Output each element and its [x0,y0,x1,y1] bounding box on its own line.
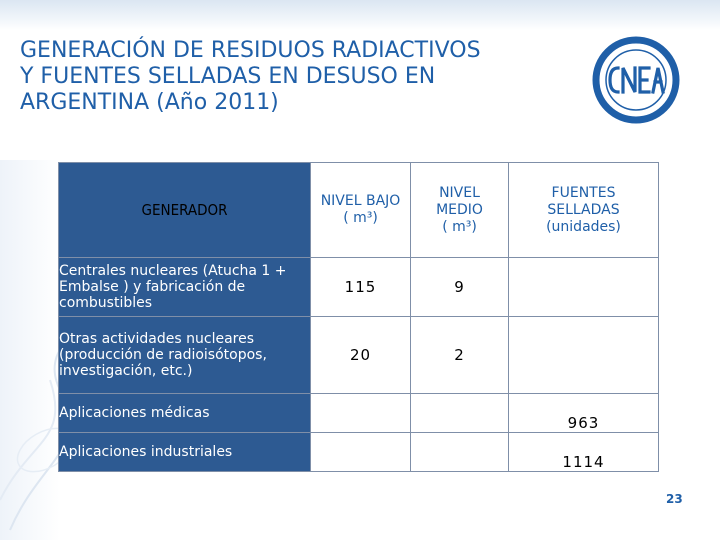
title-line-1: GENERACIÓN DE RESIDUOS RADIACTIVOS [20,38,481,63]
header-nivel-medio-line-1: NIVEL [439,184,480,201]
cell-fuentes [509,258,659,317]
cell-nivel-medio: 9 [411,258,509,317]
table-row [59,433,659,472]
table-row [59,317,659,394]
table-row [59,258,659,317]
cell-nivel-bajo: 115 [311,258,411,317]
cell-fuentes: 1114 [509,433,659,472]
top-gradient-band [0,0,720,30]
header-nivel-bajo-line-2: ( m³) [343,210,378,226]
cell-nivel-medio [411,433,509,472]
row-label-centrales: Centrales nucleares (Atucha 1 + Embalse ) y fabricación de combustibles [59,258,311,317]
residuos-table [58,162,659,472]
header-fuentes-line-3: (unidades) [546,218,621,235]
header-nivel-medio-line-3: ( m³) [442,218,477,235]
table-header-row [59,163,659,258]
cell-nivel-bajo [311,394,411,433]
cell-fuentes: 963 [509,394,659,433]
header-nivel-bajo-line-1: NIVEL BAJO [320,193,401,209]
header-nivel-medio [411,163,509,258]
title-line-3: ARGENTINA (Año 2011) [20,90,279,115]
cell-nivel-bajo: 20 [311,317,411,394]
cell-nivel-medio: 2 [411,317,509,394]
cell-fuentes [509,317,659,394]
slide-title [20,38,540,116]
row-label-otras-actividades: Otras actividades nucleares (producción de radioisótopos, investigación, etc.) [59,317,311,394]
header-fuentes-selladas [509,163,659,258]
row-label-medicas: Aplicaciones médicas [59,394,311,433]
header-nivel-medio-line-2: MEDIO [436,201,483,218]
header-generador: GENERADOR [59,163,311,258]
cell-nivel-bajo [311,433,411,472]
table-row [59,394,659,433]
cnea-logo-icon [592,36,680,124]
row-label-industriales: Aplicaciones industriales [59,433,311,472]
page-number: 23 [666,492,683,506]
title-line-2: Y FUENTES SELLADAS EN DESUSO EN [20,64,436,89]
header-fuentes-line-2: SELLADAS [547,201,620,218]
cell-nivel-medio [411,394,509,433]
header-nivel-bajo [311,163,411,258]
header-fuentes-line-1: FUENTES [551,184,616,201]
